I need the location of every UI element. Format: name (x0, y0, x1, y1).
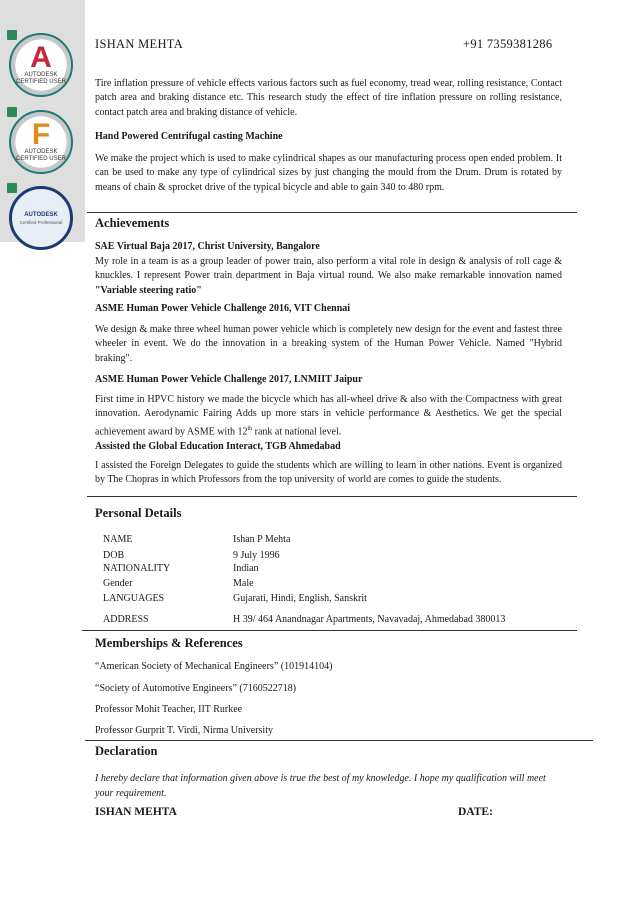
badge-corner-icon (7, 30, 17, 40)
achievement-title: ASME Human Power Vehicle Challenge 2017, LNMIIT Jaipur (95, 374, 363, 385)
section-divider (87, 496, 577, 497)
personal-details-heading: Personal Details (95, 506, 182, 520)
signature-name: ISHAN MEHTA (95, 806, 177, 818)
declaration-text: I hereby declare that information given above is true the best of my knowledge. I hope my qualification will meet your requirement. (95, 773, 546, 799)
achievement-description: I assisted the Foreign Delegates to guide the students which are willing to learn in other nations. Event is organized by The Chopras in which Professors from the top university of world are comes to guide the students. (95, 460, 562, 486)
declaration-heading: Declaration (95, 744, 158, 758)
badge-text: AUTODESK CERTIFIED USER (16, 149, 66, 162)
achievement-title: SAE Virtual Baja 2017, Christ University, Bangalore (95, 241, 320, 252)
membership-item: “Society of Automotive Engineers” (7160522718) (95, 683, 297, 694)
detail-value: Indian (233, 563, 259, 574)
detail-value: 9 July 1996 (233, 550, 280, 561)
section-divider (87, 212, 577, 213)
date-label: DATE: (458, 806, 493, 818)
autodesk-fusion-badge (9, 110, 73, 174)
detail-value: H 39/ 464 Anandnagar Apartments, Navavadaj, Ahmedabad 380013 (233, 614, 506, 625)
achievement-title: ASME Human Power Vehicle Challenge 2016, VIT Chennai (95, 303, 351, 314)
reference-item: Professor Mohit Teacher, IIT Rurkee (95, 704, 243, 715)
header-phone: +91 7359381286 (463, 37, 553, 51)
autodesk-autocad-badge (9, 33, 73, 97)
detail-key: ADDRESS (103, 614, 149, 625)
section-divider (82, 630, 577, 631)
badge-letter: A (30, 41, 52, 74)
detail-key: NAME (103, 534, 133, 545)
badge-corner-icon (7, 107, 17, 117)
badge-text: AUTODESK (24, 212, 58, 218)
detail-key: DOB (103, 550, 125, 561)
intro-paragraph: Tire inflation pressure of vehicle effects various factors such as fuel economy, tread wear, rolling resistance, Contact patch area and braking distance etc. This research study the effect of tire inflation pressure on rolling resistance, contact patch area and braking distance of vehicle. (95, 78, 562, 118)
certification-sidebar (0, 0, 85, 242)
achievement-description: First time in HPVC history we made the bicycle which has all-wheel drive & also with the Compactness with great innovation. Aerodynamic Fairing Adds up more stars in vehicle performance & Aesthetics. We get the special achievement award by ASME with 12th rank at national level. (95, 394, 562, 437)
section-divider (85, 740, 593, 741)
project-title: Hand Powered Centrifugal casting Machine (95, 131, 283, 142)
project-description: We make the project which is used to make cylindrical shapes as our manufacturing process open ended problem. It can be used to make any type of cylindrical sizes by just changing the mould from the Drum. Drum is rotated by means of chain & sprocket drive of the typical bicycle and able to gain 340 to 480 rpm. (95, 153, 562, 193)
badge-subtext: Certified Professional (19, 220, 63, 225)
detail-value: Gujarati, Hindi, English, Sanskrit (233, 593, 367, 604)
detail-value: Ishan P Mehta (233, 534, 291, 545)
detail-key: LANGUAGES (103, 593, 165, 604)
badge-letter: F (31, 118, 51, 151)
detail-key: Gender (103, 578, 133, 589)
achievements-heading: Achievements (95, 216, 170, 230)
detail-value: Male (233, 578, 254, 589)
reference-item: Professor Gurprit T. Virdi, Nirma University (95, 725, 273, 736)
achievement-description: We design & make three wheel human power vehicle which is completely new design for the event and fastest three wheeler in event. We do the innovation in a breaking system of the Human Power Vehicle. Named "Hybrid braking". (95, 324, 562, 364)
badge-corner-icon (7, 183, 17, 193)
detail-key: NATIONALITY (103, 563, 171, 574)
memberships-heading: Memberships & References (95, 636, 243, 650)
achievement-description: My role in a team is as a group leader of power train, also perform a vital role in design & analysis of roll cage & knuckles. I represent Power train department in Baja virtual round. We also make remarkable innovation named "Variable steering ratio" (95, 256, 562, 296)
badge-text: AUTODESK CERTIFIED USER (16, 72, 66, 85)
header-name: ISHAN MEHTA (95, 37, 184, 51)
membership-item: “American Society of Mechanical Engineers” (101914104) (95, 661, 333, 672)
achievement-title: Assisted the Global Education Interact, TGB Ahmedabad (95, 441, 341, 452)
autodesk-professional-badge (9, 186, 73, 250)
